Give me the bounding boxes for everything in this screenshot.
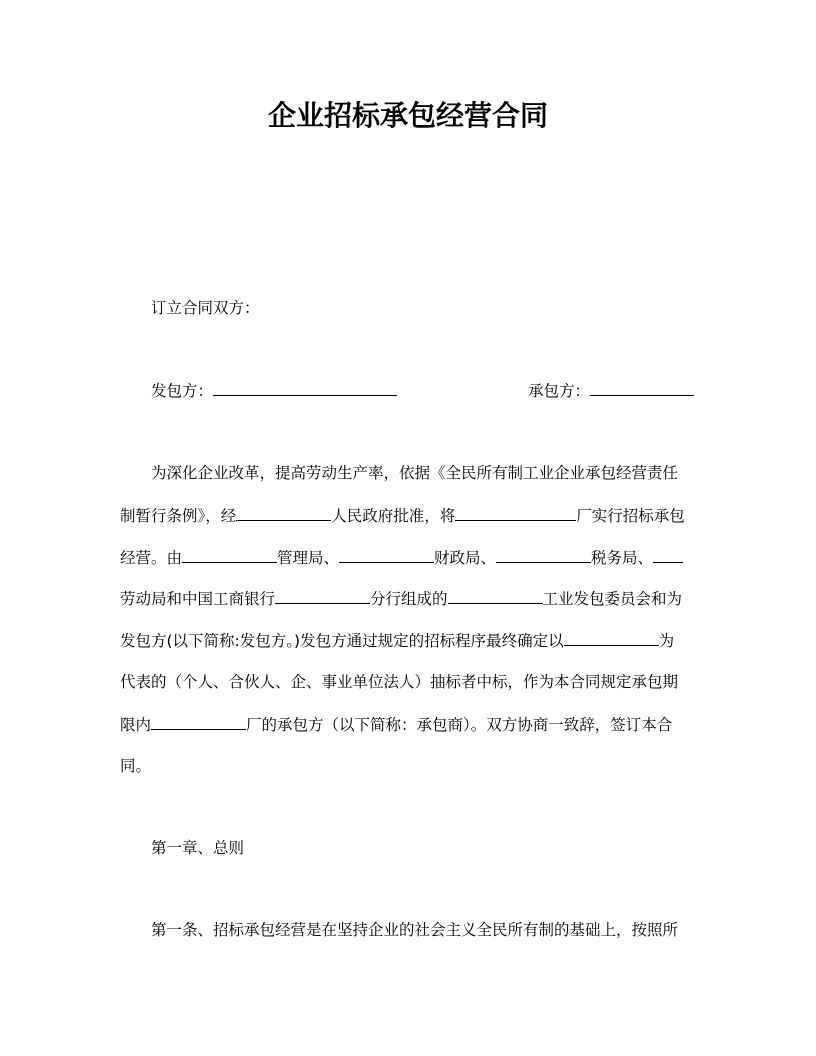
preamble-line-1: 为深化企业改革，提高劳动生产率，依据《全民所有制工业企业承包经营责任 (151, 464, 679, 482)
blank (151, 714, 246, 730)
party-a-blank (213, 380, 397, 396)
document-title: 企业招标承包经营合同 (267, 99, 548, 132)
blank (182, 547, 277, 563)
blank (653, 547, 683, 563)
party-b-label: 承包方： (528, 382, 591, 400)
blank (455, 505, 576, 521)
party-b-blank (590, 380, 694, 396)
party-a-label: 发包方： (151, 382, 214, 400)
blank (275, 588, 370, 604)
preamble-line-7: 限内 厂的承包方（以下简称：承包商）。双方协商一致辞，签订本合 (120, 716, 673, 734)
preamble-line-6: 代表的（个人、合伙人、企、事业单位法人）抽标者中标，作为本合同规定承包期 (120, 673, 679, 691)
article-1-text: 第一条、招标承包经营是在坚持企业的社会主义全民所有制的基础上，按照所 (151, 921, 679, 939)
preamble-line-2: 制暂行条例》，经 人民政府批准，将 厂实行招标承包 (120, 507, 685, 525)
preamble-line-5: 发包方(以下简称:发包方。)发包方通过规定的招标程序最终确定以 为 (120, 632, 675, 650)
preamble-line-3: 经营。由 管理局、 财政局、 税务局、 (120, 547, 683, 568)
parties-intro: 订立合同双方： (151, 299, 260, 317)
blank (496, 547, 591, 563)
chapter-heading: 第一章、总则 (151, 839, 245, 857)
party-b-line (528, 380, 694, 401)
preamble-line-4: 劳动局和中国工商银行 分行组成的 工业发包委员会和为 (120, 590, 683, 608)
blank (236, 505, 331, 521)
party-a-line (151, 380, 397, 401)
blank (339, 547, 434, 563)
preamble-line-8: 同。 (120, 757, 152, 775)
blank (448, 588, 543, 604)
blank (564, 630, 659, 646)
